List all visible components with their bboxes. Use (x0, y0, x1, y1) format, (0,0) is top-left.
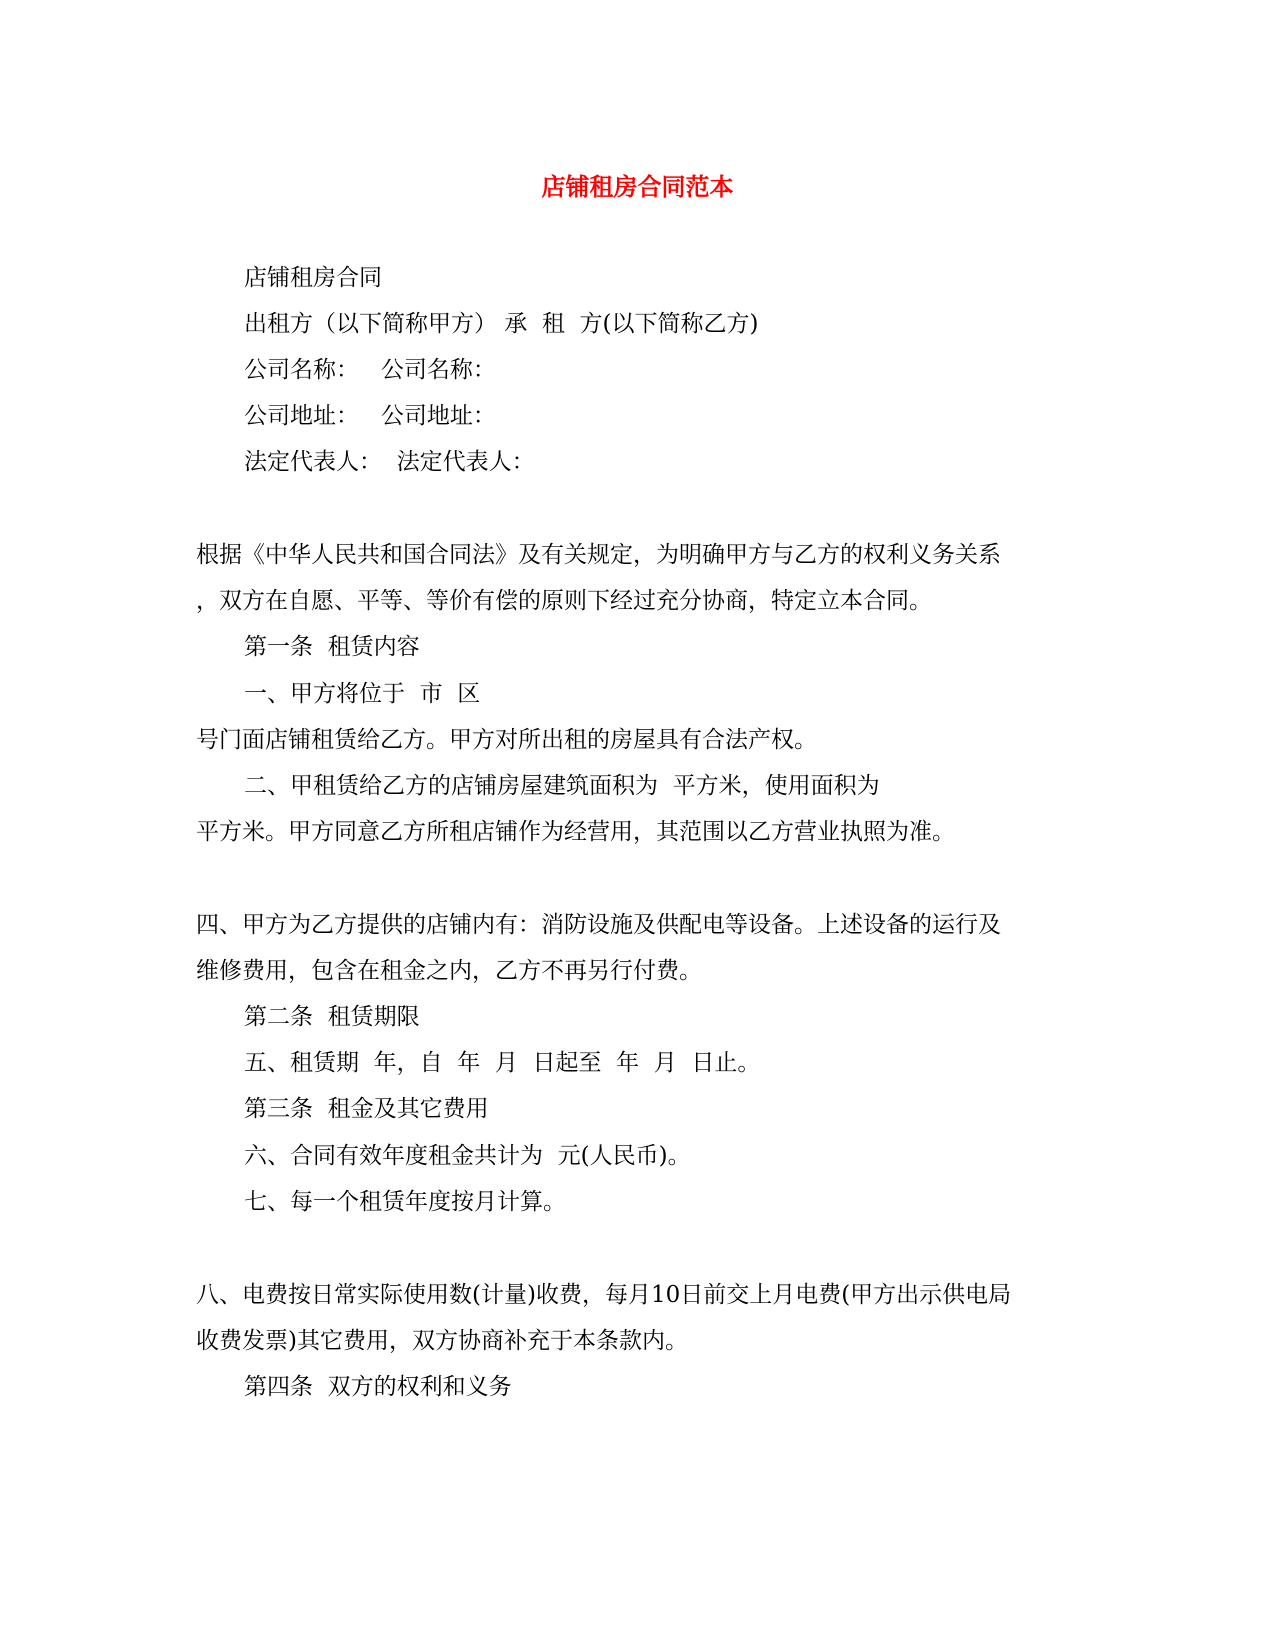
clause-4-line-2: 维修费用，包含在租金之内，乙方不再另行付费。 (196, 958, 702, 984)
clause-2-line-1: 二、甲租赁给乙方的店铺房屋建筑面积为 平方米，使用面积为 (244, 773, 880, 799)
company-name-line: 公司名称： 公司名称： (244, 357, 496, 383)
article-3-heading: 第三条 租金及其它费用 (244, 1096, 489, 1122)
clause-2-line-2: 平方米。甲方同意乙方所租店铺作为经营用，其范围以乙方营业执照为准。 (196, 819, 955, 845)
document-title: 店铺租房合同范本 (541, 173, 734, 201)
article-1-heading: 第一条 租赁内容 (244, 634, 420, 660)
preamble-line-2: ，双方在自愿、平等、等价有偿的原则下经过充分协商，特定立本合同。 (196, 588, 932, 614)
legal-representative-line: 法定代表人： 法定代表人： (244, 449, 535, 475)
contract-heading: 店铺租房合同 (244, 265, 382, 291)
clause-8-line-2: 收费发票)其它费用，双方协商补充于本条款内。 (196, 1328, 688, 1354)
clause-6-line: 六、合同有效年度租金共计为 元(人民币)。 (244, 1143, 691, 1169)
article-2-heading: 第二条 租赁期限 (244, 1004, 420, 1030)
company-address-line: 公司地址： 公司地址： (244, 403, 496, 429)
clause-5-line: 五、租赁期 年，自 年 月 日起至 年 月 日止。 (244, 1050, 761, 1076)
clause-4-line-1: 四、甲方为乙方提供的店铺内有：消防设施及供配电等设备。上述设备的运行及 (196, 912, 1001, 938)
parties-line: 出租方（以下简称甲方） 承 租 方(以下简称乙方) (244, 311, 759, 337)
preamble-line-1: 根据《中华人民共和国合同法》及有关规定，为明确甲方与乙方的权利义务关系 (196, 542, 1001, 568)
clause-8-line-1: 八、电费按日常实际使用数(计量)收费，每月10日前交上月电费(甲方出示供电局 (196, 1282, 1012, 1308)
clause-1-line-1: 一、甲方将位于 市 区 (244, 681, 481, 707)
clause-1-line-2: 号门面店铺租赁给乙方。甲方对所出租的房屋具有合法产权。 (196, 727, 817, 753)
clause-7-line: 七、每一个租赁年度按月计算。 (244, 1189, 566, 1215)
article-4-heading: 第四条 双方的权利和义务 (244, 1374, 512, 1400)
